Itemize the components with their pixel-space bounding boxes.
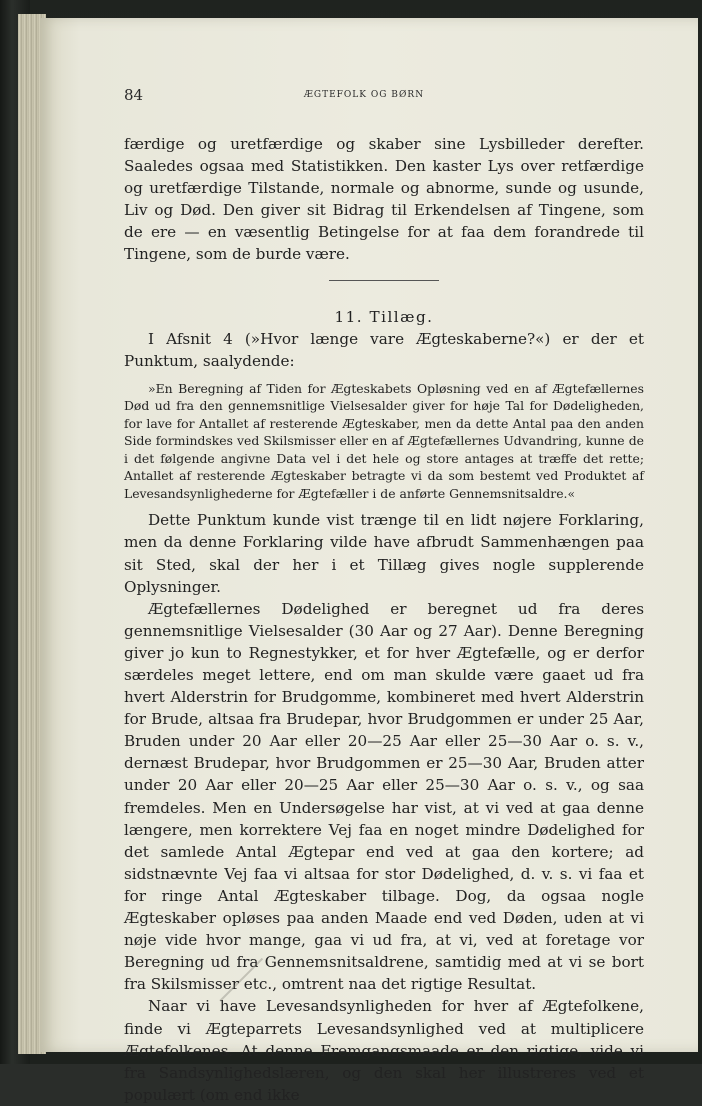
section-heading: 11. Tillæg. xyxy=(334,307,434,326)
section-divider xyxy=(329,280,439,281)
paragraph-5: Naar vi have Levesandsynligheden for hver af Ægtefolkene, finde vi Ægteparrets Levesandsynlighed ved at multiplicere Ægtefolkenes. At denne Fremgangsmaade er den rigtige, vide vi fra Sandsynlighedslæren, og den skal her illustreres ved et populært (om end ikke xyxy=(124,997,644,1104)
body-text xyxy=(124,133,644,1106)
paragraph-3: Dette Punktum kunde vist trænge til en lidt nøjere Forklaring, men da denne Forklaring vilde have afbrudt Sammenhængen paa sit Sted, skal der her i et Tillæg gives nogle supplerende Oplysninger. xyxy=(124,511,644,596)
page-number: 84 xyxy=(124,86,144,104)
running-head: ÆGTEFOLK OG BØRN xyxy=(303,90,425,100)
paragraph-1: færdige og uretfærdige og skaber sine Lysbilleder derefter. Saaledes ogsaa med Statistikken. Den kaster Lys over retfærdige og uretfærdige Tilstande, normale og abnorme, sunde og usunde, Liv og Død. Den giver sit Bidrag til Erkendelsen af Tingene, som de ere — en væsentlig Betingelse for at faa dem forandrede til Tingene, som de burde være. xyxy=(124,135,644,264)
page-header xyxy=(124,86,604,106)
block-quote xyxy=(124,380,644,503)
paragraph-2: I Afsnit 4 (»Hvor længe vare Ægteskaberne?«) er der et Punktum, saalydende: xyxy=(124,329,644,370)
paragraph-4: Ægtefællernes Dødelighed er beregnet ud fra deres gennemsnitlige Vielsesalder (30 Aar og 27 Aar). Denne Beregning giver jo kun to Regnestykker, et for hver Ægtefælle, og er derfor særdeles meget lettere, end om man skulde være gaaet ud fra hvert Alderstrin for Brudgomme, kombineret med hvert Alderstrin for Brude, altsaa fra Brudepar, hvor Brudgommen er under 25 Aar, Bruden under 20 Aar eller 20—25 Aar eller 25—30 Aar o. s. v., dernæst Brudepar, hvor Brudgommen er 25—30 Aar, Bruden atter under 20 Aar eller 20—25 Aar eller 25—30 Aar o. s. v., og saa fremdeles. Men en Undersøgelse har vist, at vi ved at gaa denne længere, men korrektere Vej faa en noget mindre Dødelighed for det samlede Antal Ægtepar end ved at gaa den kortere; ad sidstnævnte Vej faa vi altsaa for stor Dødelighed, d. v. s. vi faa et for ringe Antal Ægteskaber tilbage. Dog, da ogsaa nogle Ægteskaber opløses paa anden Maade end ved Døden, uden at vi nøje vide hvor mange, gaa vi ud fra, at vi, ved at foretage vor Beregning ud fra Gennemsnitsaldrene, samtidig med at vi se bort fra Skilsmisser etc., omtrent naa det rigtige Resultat. xyxy=(124,599,644,994)
quote-text: »En Beregning af Tiden for Ægteskabets Opløsning ved en af Ægtefællernes Død ud fra den gennemsnitlige Vielsesalder giver for høje Tal for Dødeligheden, for lave for Antallet af resterende Ægteskaber, men da dette Antal paa den anden Side formindskes ved Skilsmisser eller en af Ægtefællernes Udvandring, kunne de i det følgende angivne Data vel i det hele og store antages at træffe det rette; Antallet af resterende Ægteskaber betragte vi da som bestemt ved Produktet af Levesandsynlighederne for Ægtefæller i de anførte Gennemsnitsaldre.« xyxy=(124,380,644,501)
